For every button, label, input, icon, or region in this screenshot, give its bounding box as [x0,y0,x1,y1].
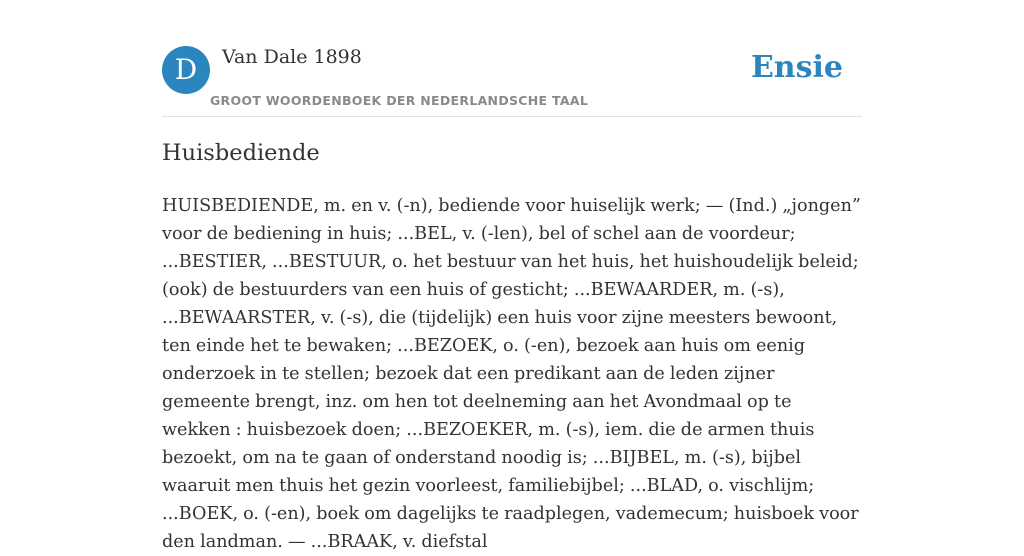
ensie-brand-logo[interactable]: Ensie [750,50,843,85]
source-header [162,46,862,117]
dictionary-logo-icon[interactable]: D [162,46,210,94]
dictionary-title[interactable]: Van Dale 1898 [222,46,362,68]
entry-definition: HUISBEDIENDE, m. en v. (-n), bediende voor huiselijk werk; — (Ind.) „jongen” voor de bediening in huis; ...BEL, v. (-len), bel of schel aan de voordeur; ...BESTIER, ...BESTUUR, o. het bestuur van het huis, het huishoudelijk beleid; (ook) de bestuurders van een huis of gesticht; ...BEWAARDER, m. (-s), ...BEWAARSTER, v. (-s), die (tijdelijk) een huis voor zijne meesters bewoont, ten einde het te bewaken; ...BEZOEK, o. (-en), bezoek aan huis om eenig onderzoek in te stellen; bezoek dat een predikant aan de leden zijner gemeente brengt, inz. om hen tot deelneming aan het Avondmaal op te wekken : huisbezoek doen; ...BEZOEKER, m. (-s), iem. die de armen thuis bezoekt, om na te gaan of onderstand noodig is; ...BIJBEL, m. (-s), bijbel waaruit men thuis het gezin voorleest, familiebijbel; ...BLAD, o. vischlijm; ...BOEK, o. (-en), boek om dagelijks te raadplegen, vademecum; huisboek voor den landman. — ...BRAAK, v. diefstal [162,196,861,552]
entry-title: Huisbediende [162,140,320,166]
dictionary-subtitle: GROOT WOORDENBOEK DER NEDERLANDSCHE TAAL [210,93,589,108]
